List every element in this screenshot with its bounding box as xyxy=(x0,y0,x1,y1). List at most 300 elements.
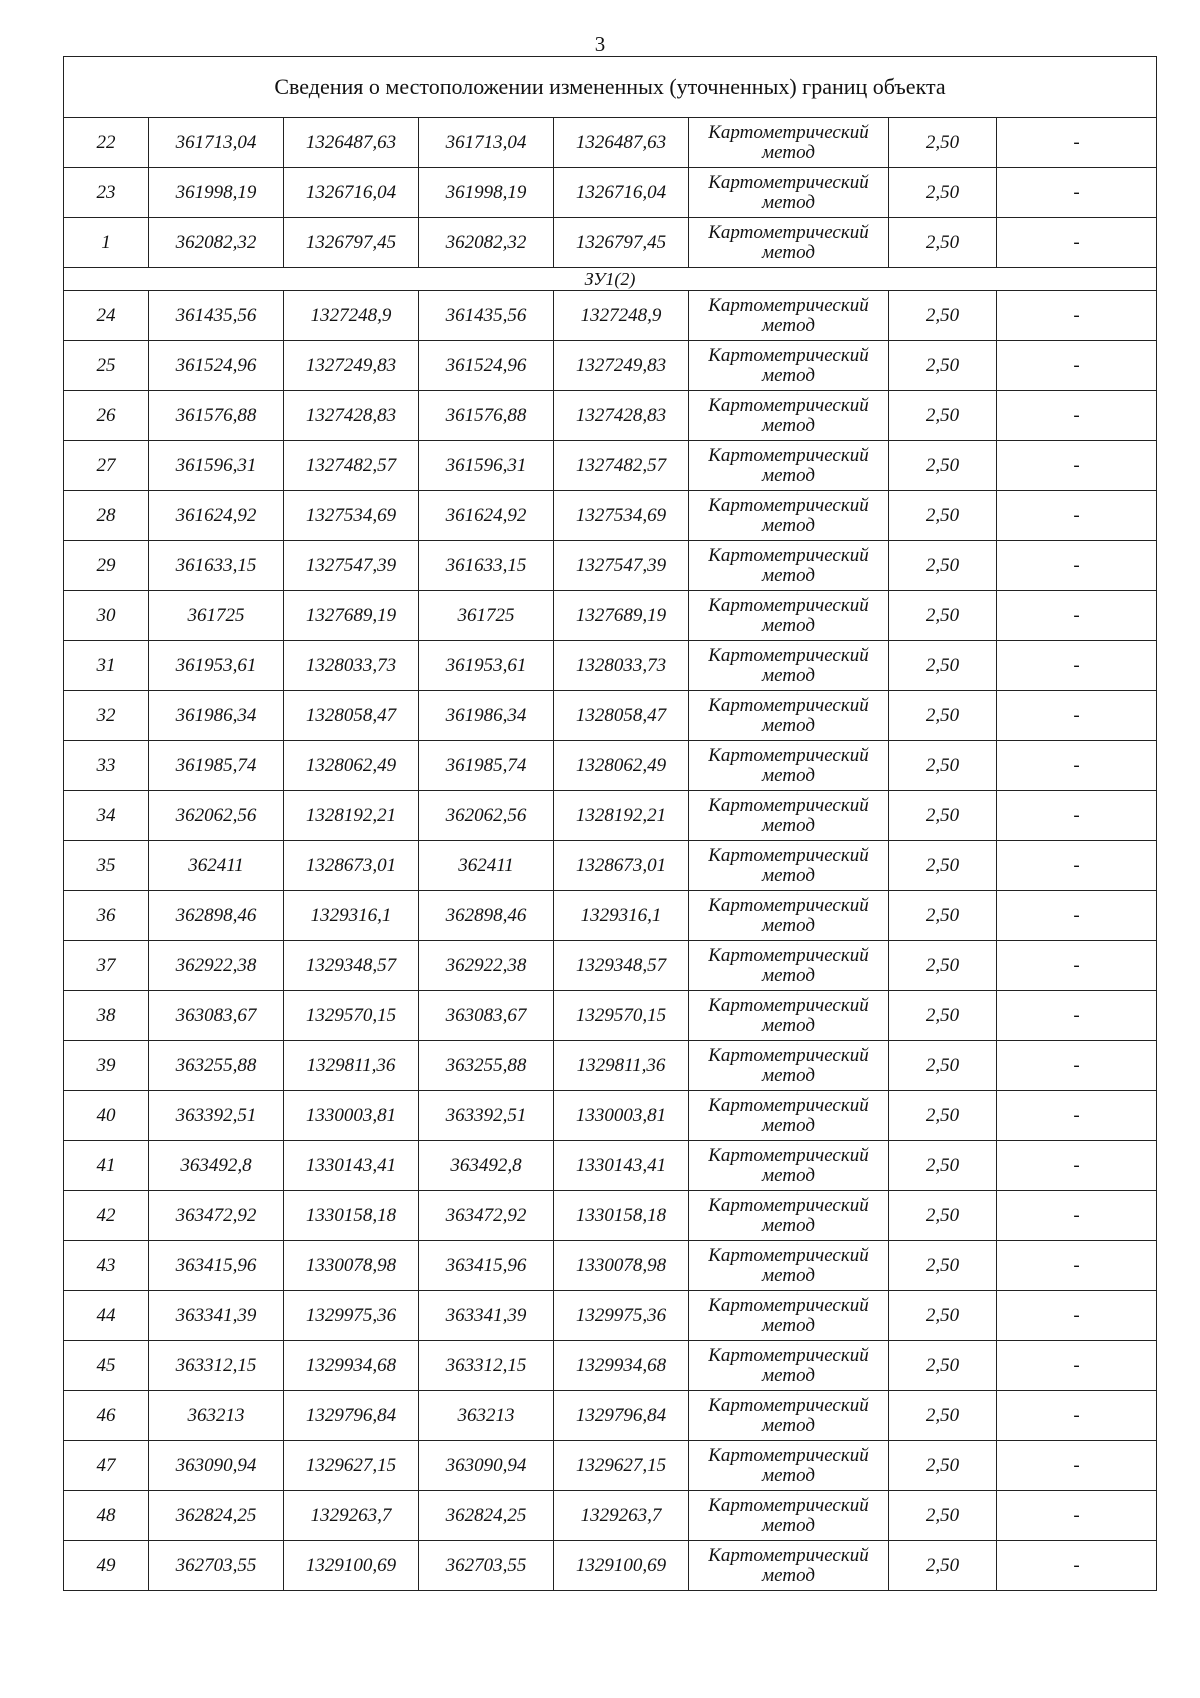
new-x-cell: 362824,25 xyxy=(419,1491,554,1541)
new-y-cell: 1326797,45 xyxy=(554,218,689,268)
method-line-2: метод xyxy=(762,614,815,636)
new-x-cell: 361596,31 xyxy=(419,441,554,491)
method-cell xyxy=(689,391,889,441)
new-y-cell: 1326716,04 xyxy=(554,168,689,218)
note-cell: - xyxy=(997,168,1157,218)
existing-x-cell: 362824,25 xyxy=(149,1491,284,1541)
accuracy-cell: 2,50 xyxy=(889,991,997,1041)
note-cell: - xyxy=(997,841,1157,891)
accuracy-cell: 2,50 xyxy=(889,1291,997,1341)
new-y-cell: 1328192,21 xyxy=(554,791,689,841)
point-number-cell: 23 xyxy=(64,168,149,218)
point-number-cell: 24 xyxy=(64,291,149,341)
method-line-2: метод xyxy=(762,414,815,436)
existing-x-cell: 363083,67 xyxy=(149,991,284,1041)
new-x-cell: 361985,74 xyxy=(419,741,554,791)
new-y-cell: 1327534,69 xyxy=(554,491,689,541)
note-cell: - xyxy=(997,218,1157,268)
method-line-2: метод xyxy=(762,564,815,586)
accuracy-cell: 2,50 xyxy=(889,391,997,441)
accuracy-cell: 2,50 xyxy=(889,118,997,168)
accuracy-cell: 2,50 xyxy=(889,1341,997,1391)
point-number-cell: 46 xyxy=(64,1391,149,1441)
table-row xyxy=(64,841,1157,891)
table-row xyxy=(64,1291,1157,1341)
existing-y-cell: 1329316,1 xyxy=(284,891,419,941)
section-label: ЗУ1(2) xyxy=(64,268,1157,291)
table-row xyxy=(64,1041,1157,1091)
existing-x-cell: 361998,19 xyxy=(149,168,284,218)
table-row xyxy=(64,641,1157,691)
method-line-2: метод xyxy=(762,764,815,786)
new-x-cell: 362082,32 xyxy=(419,218,554,268)
existing-x-cell: 361953,61 xyxy=(149,641,284,691)
new-y-cell: 1329934,68 xyxy=(554,1341,689,1391)
method-line-1: Картометрический xyxy=(708,1194,869,1216)
method-cell xyxy=(689,1491,889,1541)
new-x-cell: 361576,88 xyxy=(419,391,554,441)
method-line-1: Картометрический xyxy=(708,444,869,466)
section-row xyxy=(64,268,1157,291)
point-number-cell: 31 xyxy=(64,641,149,691)
point-number-cell: 1 xyxy=(64,218,149,268)
method-line-1: Картометрический xyxy=(708,594,869,616)
method-cell xyxy=(689,891,889,941)
new-y-cell: 1329975,36 xyxy=(554,1291,689,1341)
existing-y-cell: 1326487,63 xyxy=(284,118,419,168)
existing-x-cell: 363213 xyxy=(149,1391,284,1441)
accuracy-cell: 2,50 xyxy=(889,1091,997,1141)
new-x-cell: 363213 xyxy=(419,1391,554,1441)
method-line-2: метод xyxy=(762,514,815,536)
method-line-2: метод xyxy=(762,1364,815,1386)
existing-y-cell: 1330003,81 xyxy=(284,1091,419,1141)
table-row xyxy=(64,118,1157,168)
existing-x-cell: 361986,34 xyxy=(149,691,284,741)
method-line-2: метод xyxy=(762,1264,815,1286)
method-cell xyxy=(689,1141,889,1191)
method-cell xyxy=(689,341,889,391)
point-number-cell: 37 xyxy=(64,941,149,991)
point-number-cell: 42 xyxy=(64,1191,149,1241)
table-row xyxy=(64,341,1157,391)
method-line-2: метод xyxy=(762,814,815,836)
method-cell xyxy=(689,941,889,991)
point-number-cell: 45 xyxy=(64,1341,149,1391)
existing-x-cell: 363472,92 xyxy=(149,1191,284,1241)
existing-x-cell: 361985,74 xyxy=(149,741,284,791)
method-line-2: метод xyxy=(762,1014,815,1036)
existing-x-cell: 362703,55 xyxy=(149,1541,284,1591)
accuracy-cell: 2,50 xyxy=(889,591,997,641)
note-cell: - xyxy=(997,591,1157,641)
accuracy-cell: 2,50 xyxy=(889,741,997,791)
existing-y-cell: 1328192,21 xyxy=(284,791,419,841)
point-number-cell: 29 xyxy=(64,541,149,591)
method-line-1: Картометрический xyxy=(708,1044,869,1066)
method-line-2: метод xyxy=(762,1514,815,1536)
method-cell xyxy=(689,1241,889,1291)
accuracy-cell: 2,50 xyxy=(889,541,997,591)
method-line-2: метод xyxy=(762,1214,815,1236)
point-number-cell: 40 xyxy=(64,1091,149,1141)
table-row xyxy=(64,1091,1157,1141)
accuracy-cell: 2,50 xyxy=(889,491,997,541)
table-row xyxy=(64,791,1157,841)
new-y-cell: 1329348,57 xyxy=(554,941,689,991)
existing-y-cell: 1329348,57 xyxy=(284,941,419,991)
point-number-cell: 43 xyxy=(64,1241,149,1291)
existing-y-cell: 1329627,15 xyxy=(284,1441,419,1491)
accuracy-cell: 2,50 xyxy=(889,1141,997,1191)
existing-y-cell: 1328033,73 xyxy=(284,641,419,691)
accuracy-cell: 2,50 xyxy=(889,841,997,891)
new-x-cell: 363083,67 xyxy=(419,991,554,1041)
method-line-1: Картометрический xyxy=(708,794,869,816)
method-cell xyxy=(689,168,889,218)
method-cell xyxy=(689,541,889,591)
method-line-1: Картометрический xyxy=(708,294,869,316)
new-y-cell: 1329263,7 xyxy=(554,1491,689,1541)
method-line-2: метод xyxy=(762,664,815,686)
point-number-cell: 32 xyxy=(64,691,149,741)
existing-x-cell: 361725 xyxy=(149,591,284,641)
new-y-cell: 1330158,18 xyxy=(554,1191,689,1241)
accuracy-cell: 2,50 xyxy=(889,941,997,991)
method-cell xyxy=(689,991,889,1041)
method-cell xyxy=(689,1391,889,1441)
method-cell xyxy=(689,491,889,541)
existing-y-cell: 1330078,98 xyxy=(284,1241,419,1291)
method-cell xyxy=(689,291,889,341)
point-number-cell: 44 xyxy=(64,1291,149,1341)
existing-y-cell: 1329570,15 xyxy=(284,991,419,1041)
table-row xyxy=(64,1241,1157,1291)
table-row xyxy=(64,891,1157,941)
note-cell: - xyxy=(997,641,1157,691)
new-y-cell: 1326487,63 xyxy=(554,118,689,168)
new-x-cell: 363341,39 xyxy=(419,1291,554,1341)
existing-x-cell: 361713,04 xyxy=(149,118,284,168)
note-cell: - xyxy=(997,691,1157,741)
method-cell xyxy=(689,841,889,891)
method-line-2: метод xyxy=(762,1414,815,1436)
table-row xyxy=(64,168,1157,218)
existing-x-cell: 362898,46 xyxy=(149,891,284,941)
method-cell xyxy=(689,118,889,168)
point-number-cell: 26 xyxy=(64,391,149,441)
table-row xyxy=(64,741,1157,791)
existing-y-cell: 1327249,83 xyxy=(284,341,419,391)
point-number-cell: 41 xyxy=(64,1141,149,1191)
existing-x-cell: 362411 xyxy=(149,841,284,891)
existing-y-cell: 1329811,36 xyxy=(284,1041,419,1091)
existing-x-cell: 362082,32 xyxy=(149,218,284,268)
accuracy-cell: 2,50 xyxy=(889,1391,997,1441)
note-cell: - xyxy=(997,1541,1157,1591)
note-cell: - xyxy=(997,541,1157,591)
method-line-1: Картометрический xyxy=(708,994,869,1016)
existing-x-cell: 363415,96 xyxy=(149,1241,284,1291)
accuracy-cell: 2,50 xyxy=(889,218,997,268)
method-cell xyxy=(689,441,889,491)
existing-x-cell: 363392,51 xyxy=(149,1091,284,1141)
existing-y-cell: 1326797,45 xyxy=(284,218,419,268)
existing-y-cell: 1327428,83 xyxy=(284,391,419,441)
accuracy-cell: 2,50 xyxy=(889,1041,997,1091)
existing-x-cell: 361633,15 xyxy=(149,541,284,591)
method-line-1: Картометрический xyxy=(708,1394,869,1416)
table-row xyxy=(64,941,1157,991)
point-number-cell: 22 xyxy=(64,118,149,168)
accuracy-cell: 2,50 xyxy=(889,691,997,741)
point-number-cell: 25 xyxy=(64,341,149,391)
table-title-row xyxy=(64,57,1157,118)
existing-x-cell: 363341,39 xyxy=(149,1291,284,1341)
existing-x-cell: 361576,88 xyxy=(149,391,284,441)
existing-y-cell: 1330158,18 xyxy=(284,1191,419,1241)
new-y-cell: 1329811,36 xyxy=(554,1041,689,1091)
accuracy-cell: 2,50 xyxy=(889,641,997,691)
method-line-1: Картометрический xyxy=(708,844,869,866)
existing-y-cell: 1327248,9 xyxy=(284,291,419,341)
note-cell: - xyxy=(997,1191,1157,1241)
method-line-1: Картометрический xyxy=(708,1144,869,1166)
method-line-1: Картометрический xyxy=(708,1444,869,1466)
method-line-1: Картометрический xyxy=(708,1244,869,1266)
method-cell xyxy=(689,1341,889,1391)
new-x-cell: 363472,92 xyxy=(419,1191,554,1241)
method-line-1: Картометрический xyxy=(708,1294,869,1316)
existing-x-cell: 363312,15 xyxy=(149,1341,284,1391)
new-y-cell: 1330003,81 xyxy=(554,1091,689,1141)
note-cell: - xyxy=(997,391,1157,441)
existing-x-cell: 362062,56 xyxy=(149,791,284,841)
new-x-cell: 363492,8 xyxy=(419,1141,554,1191)
method-line-2: метод xyxy=(762,1464,815,1486)
new-x-cell: 361725 xyxy=(419,591,554,641)
method-line-2: метод xyxy=(762,191,815,213)
new-y-cell: 1327689,19 xyxy=(554,591,689,641)
new-x-cell: 361624,92 xyxy=(419,491,554,541)
existing-x-cell: 362922,38 xyxy=(149,941,284,991)
point-number-cell: 30 xyxy=(64,591,149,641)
new-x-cell: 361998,19 xyxy=(419,168,554,218)
accuracy-cell: 2,50 xyxy=(889,1541,997,1591)
note-cell: - xyxy=(997,291,1157,341)
point-number-cell: 48 xyxy=(64,1491,149,1541)
note-cell: - xyxy=(997,118,1157,168)
table-title: Сведения о местоположении измененных (уточненных) границ объекта xyxy=(64,57,1157,118)
method-line-2: метод xyxy=(762,1314,815,1336)
method-line-1: Картометрический xyxy=(708,744,869,766)
note-cell: - xyxy=(997,1341,1157,1391)
new-y-cell: 1329316,1 xyxy=(554,891,689,941)
method-cell xyxy=(689,1291,889,1341)
method-line-2: метод xyxy=(762,714,815,736)
existing-x-cell: 361435,56 xyxy=(149,291,284,341)
table-row xyxy=(64,491,1157,541)
accuracy-cell: 2,50 xyxy=(889,168,997,218)
existing-y-cell: 1327534,69 xyxy=(284,491,419,541)
new-x-cell: 361713,04 xyxy=(419,118,554,168)
new-y-cell: 1327248,9 xyxy=(554,291,689,341)
new-x-cell: 361953,61 xyxy=(419,641,554,691)
accuracy-cell: 2,50 xyxy=(889,1241,997,1291)
method-cell xyxy=(689,591,889,641)
method-line-2: метод xyxy=(762,364,815,386)
existing-x-cell: 363492,8 xyxy=(149,1141,284,1191)
method-cell xyxy=(689,641,889,691)
new-y-cell: 1328673,01 xyxy=(554,841,689,891)
method-cell xyxy=(689,1091,889,1141)
method-cell xyxy=(689,218,889,268)
existing-y-cell: 1329263,7 xyxy=(284,1491,419,1541)
existing-y-cell: 1330143,41 xyxy=(284,1141,419,1191)
method-line-1: Картометрический xyxy=(708,694,869,716)
note-cell: - xyxy=(997,1091,1157,1141)
note-cell: - xyxy=(997,1041,1157,1091)
accuracy-cell: 2,50 xyxy=(889,291,997,341)
method-line-1: Картометрический xyxy=(708,344,869,366)
existing-y-cell: 1328062,49 xyxy=(284,741,419,791)
new-y-cell: 1328033,73 xyxy=(554,641,689,691)
note-cell: - xyxy=(997,891,1157,941)
point-number-cell: 34 xyxy=(64,791,149,841)
table-row xyxy=(64,218,1157,268)
new-x-cell: 362898,46 xyxy=(419,891,554,941)
method-cell xyxy=(689,741,889,791)
method-cell xyxy=(689,1541,889,1591)
method-cell xyxy=(689,791,889,841)
method-cell xyxy=(689,1191,889,1241)
point-number-cell: 36 xyxy=(64,891,149,941)
note-cell: - xyxy=(997,741,1157,791)
table-row xyxy=(64,1541,1157,1591)
table-row xyxy=(64,691,1157,741)
accuracy-cell: 2,50 xyxy=(889,791,997,841)
note-cell: - xyxy=(997,791,1157,841)
note-cell: - xyxy=(997,441,1157,491)
note-cell: - xyxy=(997,1491,1157,1541)
page-number: 3 xyxy=(594,32,606,56)
method-line-2: метод xyxy=(762,1164,815,1186)
point-number-cell: 35 xyxy=(64,841,149,891)
new-x-cell: 362062,56 xyxy=(419,791,554,841)
new-x-cell: 361986,34 xyxy=(419,691,554,741)
accuracy-cell: 2,50 xyxy=(889,341,997,391)
method-line-1: Картометрический xyxy=(708,944,869,966)
method-line-1: Картометрический xyxy=(708,1344,869,1366)
new-y-cell: 1328058,47 xyxy=(554,691,689,741)
existing-y-cell: 1327689,19 xyxy=(284,591,419,641)
table-row xyxy=(64,1491,1157,1541)
method-line-1: Картометрический xyxy=(708,171,869,193)
point-number-cell: 33 xyxy=(64,741,149,791)
new-y-cell: 1329627,15 xyxy=(554,1441,689,1491)
table-row xyxy=(64,1441,1157,1491)
table-row xyxy=(64,441,1157,491)
point-number-cell: 27 xyxy=(64,441,149,491)
new-x-cell: 363312,15 xyxy=(419,1341,554,1391)
method-cell xyxy=(689,691,889,741)
method-line-1: Картометрический xyxy=(708,1094,869,1116)
existing-y-cell: 1328058,47 xyxy=(284,691,419,741)
method-line-1: Картометрический xyxy=(708,121,869,143)
table-row xyxy=(64,541,1157,591)
method-line-2: метод xyxy=(762,314,815,336)
existing-y-cell: 1329796,84 xyxy=(284,1391,419,1441)
new-x-cell: 363415,96 xyxy=(419,1241,554,1291)
note-cell: - xyxy=(997,1391,1157,1441)
existing-y-cell: 1329100,69 xyxy=(284,1541,419,1591)
method-line-2: метод xyxy=(762,141,815,163)
method-line-2: метод xyxy=(762,1114,815,1136)
point-number-cell: 39 xyxy=(64,1041,149,1091)
table-row xyxy=(64,291,1157,341)
existing-x-cell: 361596,31 xyxy=(149,441,284,491)
method-cell xyxy=(689,1441,889,1491)
existing-y-cell: 1328673,01 xyxy=(284,841,419,891)
existing-y-cell: 1329934,68 xyxy=(284,1341,419,1391)
note-cell: - xyxy=(997,1291,1157,1341)
accuracy-cell: 2,50 xyxy=(889,1191,997,1241)
method-line-1: Картометрический xyxy=(708,221,869,243)
table-row xyxy=(64,391,1157,441)
existing-x-cell: 361624,92 xyxy=(149,491,284,541)
method-line-2: метод xyxy=(762,964,815,986)
table-row xyxy=(64,1191,1157,1241)
table-row xyxy=(64,991,1157,1041)
point-number-cell: 49 xyxy=(64,1541,149,1591)
note-cell: - xyxy=(997,1241,1157,1291)
method-line-1: Картометрический xyxy=(708,544,869,566)
new-x-cell: 362411 xyxy=(419,841,554,891)
table-row xyxy=(64,1141,1157,1191)
note-cell: - xyxy=(997,1141,1157,1191)
new-y-cell: 1328062,49 xyxy=(554,741,689,791)
accuracy-cell: 2,50 xyxy=(889,891,997,941)
new-x-cell: 361633,15 xyxy=(419,541,554,591)
table-row xyxy=(64,591,1157,641)
new-x-cell: 362922,38 xyxy=(419,941,554,991)
method-line-1: Картометрический xyxy=(708,894,869,916)
method-line-2: метод xyxy=(762,241,815,263)
table-row xyxy=(64,1341,1157,1391)
existing-x-cell: 361524,96 xyxy=(149,341,284,391)
existing-x-cell: 363090,94 xyxy=(149,1441,284,1491)
new-x-cell: 363255,88 xyxy=(419,1041,554,1091)
method-line-1: Картометрический xyxy=(708,1544,869,1566)
existing-x-cell: 363255,88 xyxy=(149,1041,284,1091)
new-y-cell: 1329100,69 xyxy=(554,1541,689,1591)
method-line-1: Картометрический xyxy=(708,394,869,416)
new-y-cell: 1327482,57 xyxy=(554,441,689,491)
new-y-cell: 1327547,39 xyxy=(554,541,689,591)
note-cell: - xyxy=(997,341,1157,391)
existing-y-cell: 1329975,36 xyxy=(284,1291,419,1341)
method-line-1: Картометрический xyxy=(708,1494,869,1516)
point-number-cell: 38 xyxy=(64,991,149,1041)
new-y-cell: 1329570,15 xyxy=(554,991,689,1041)
point-number-cell: 28 xyxy=(64,491,149,541)
boundary-coordinates-table xyxy=(63,56,1157,1591)
existing-y-cell: 1326716,04 xyxy=(284,168,419,218)
new-x-cell: 362703,55 xyxy=(419,1541,554,1591)
note-cell: - xyxy=(997,991,1157,1041)
method-line-2: метод xyxy=(762,464,815,486)
note-cell: - xyxy=(997,1441,1157,1491)
